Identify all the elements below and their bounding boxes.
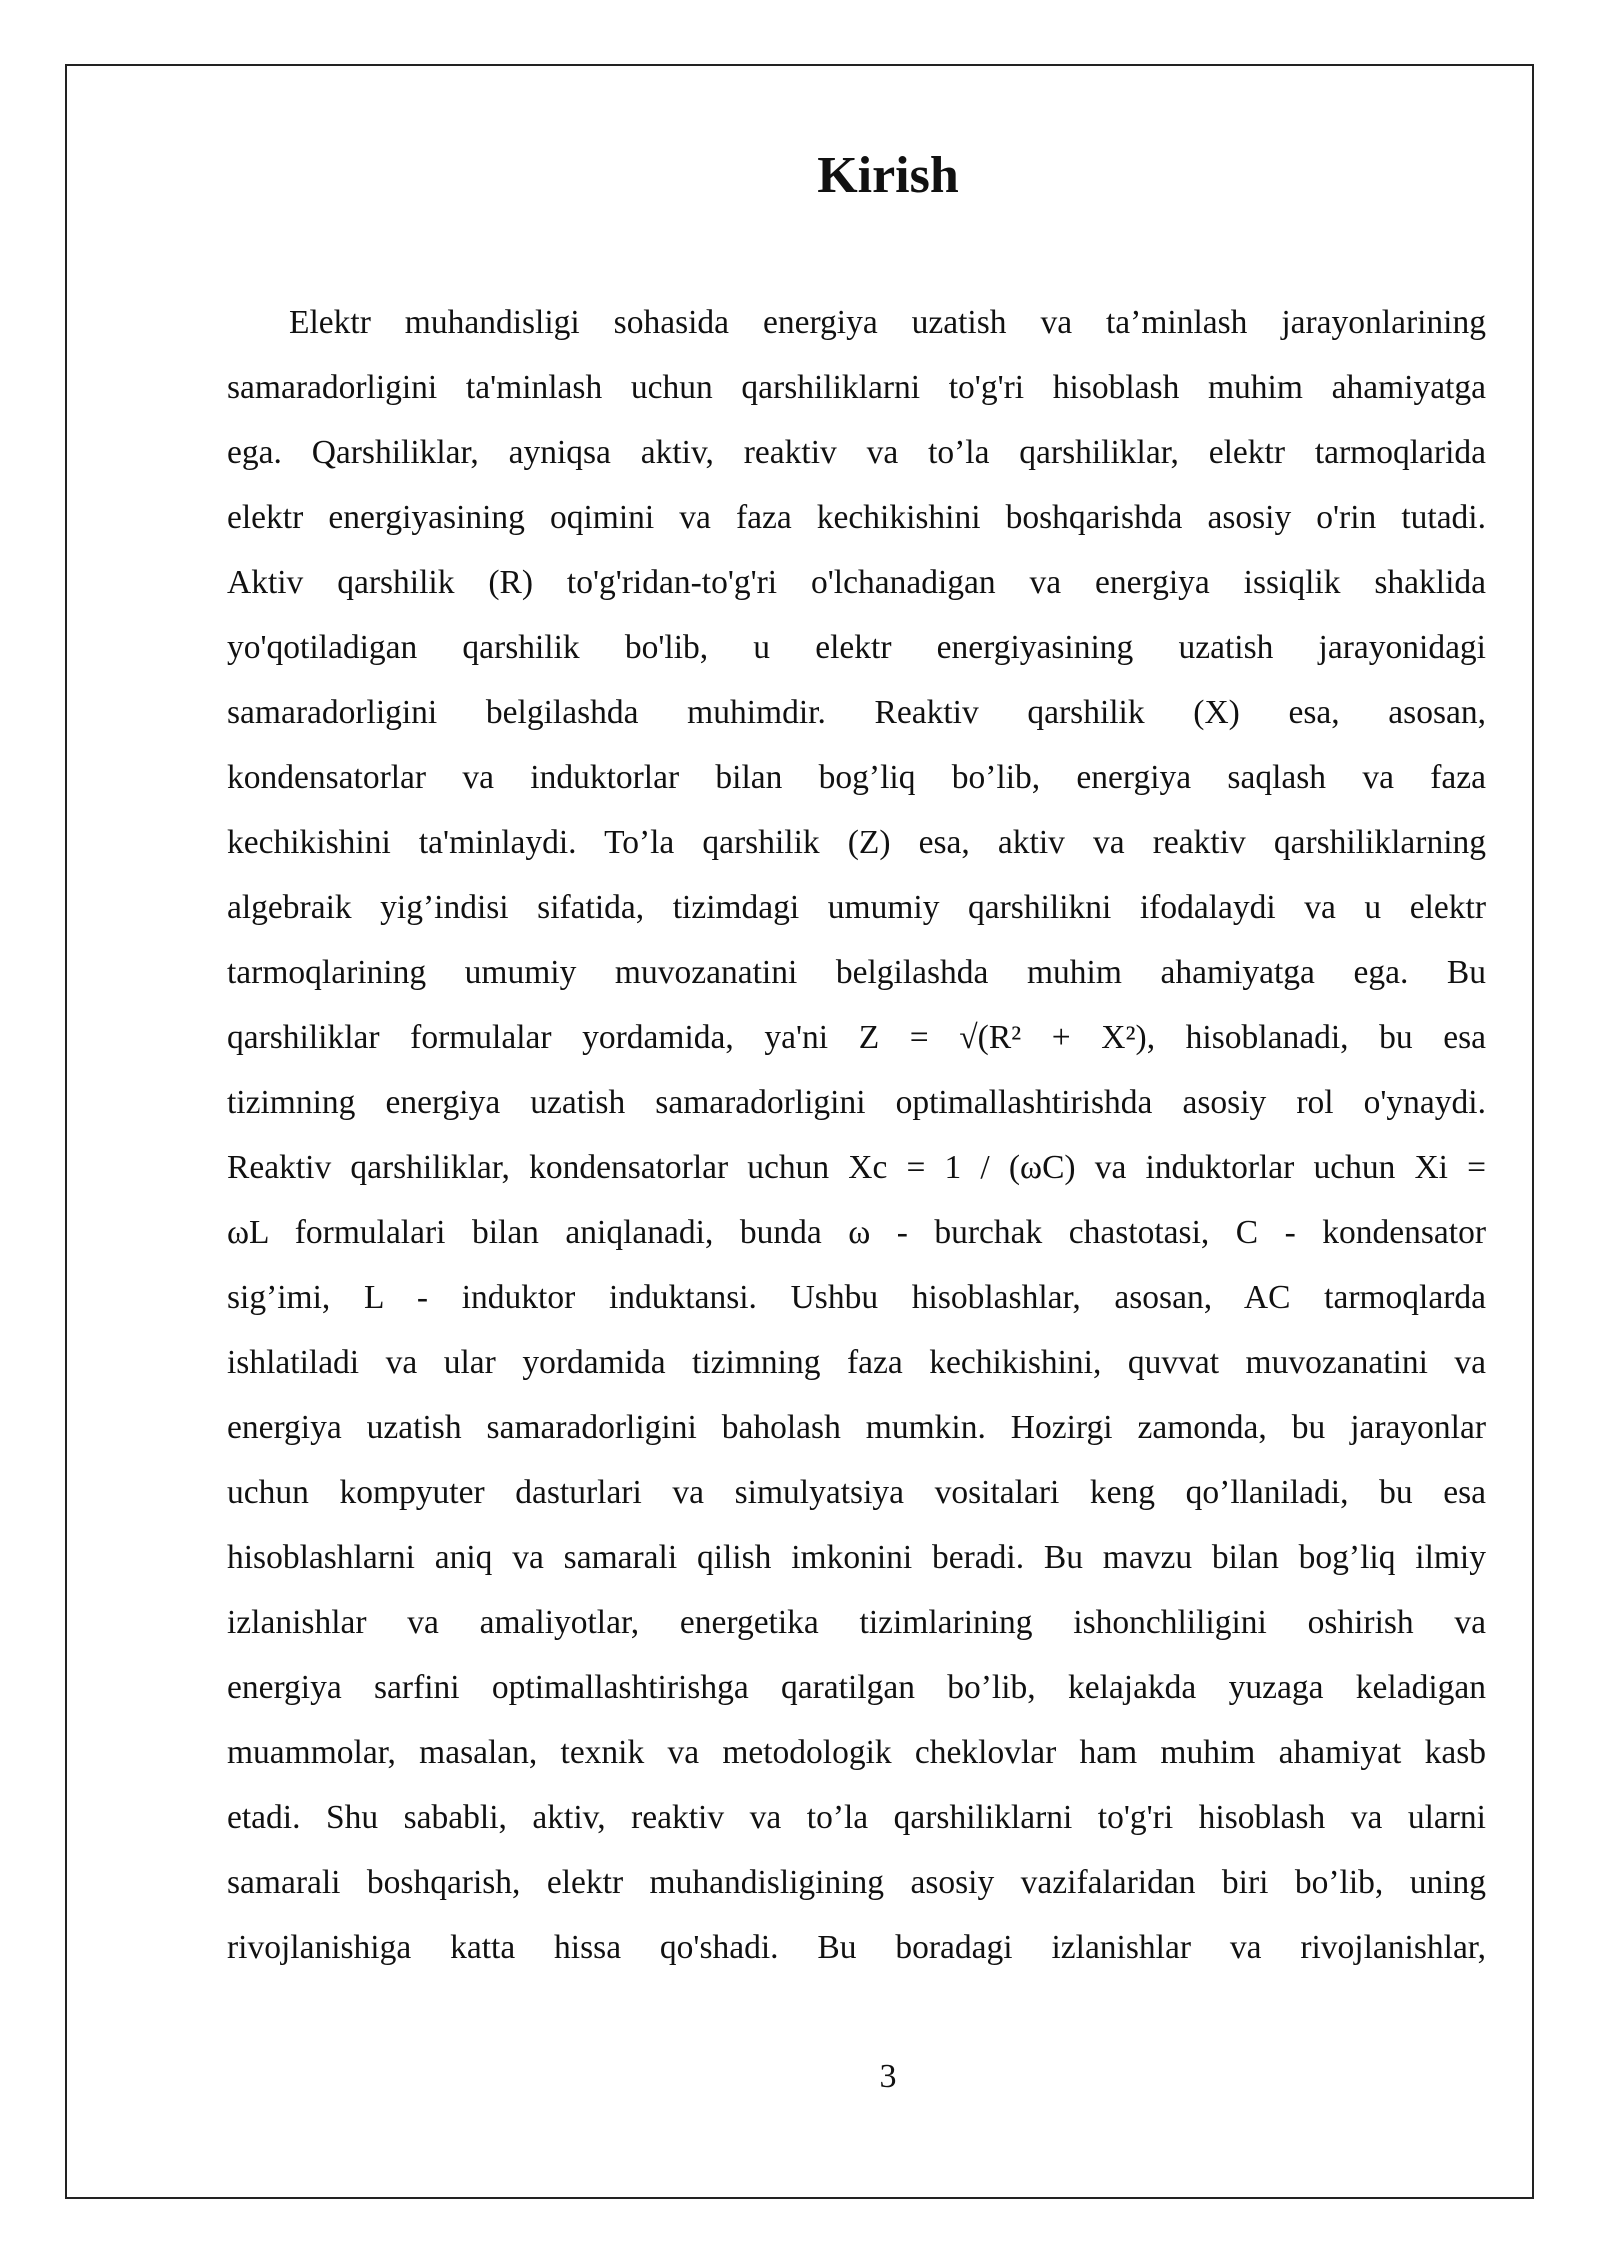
paragraph-line: energiya sarfini optimallashtirishga qaratilgan bo’lib, kelajakda yuzaga keladigan (227, 1669, 1486, 1706)
paragraph-line: samarali boshqarish, elektr muhandisligining asosiy vazifalaridan biri bo’lib, uning (227, 1864, 1486, 1901)
paragraph-line: samaradorligini ta'minlash uchun qarshiliklarni to'g'ri hisoblash muhim ahamiyatga (227, 369, 1486, 406)
paragraph-line: hisoblashlarni aniq va samarali qilish imkonini beradi. Bu mavzu bilan bog’liq ilmiy (227, 1539, 1486, 1576)
paragraph-line: kechikishini ta'minlaydi. To’la qarshilik (Z) esa, aktiv va reaktiv qarshiliklarning (227, 824, 1486, 861)
paragraph-line: yo'qotiladigan qarshilik bo'lib, u elektr energiyasining uzatish jarayonidagi (227, 629, 1486, 666)
paragraph-line: etadi. Shu sababli, aktiv, reaktiv va to’la qarshiliklarni to'g'ri hisoblash va ularni (227, 1799, 1486, 1836)
page-title: Kirish (817, 147, 959, 204)
paragraph-line: Reaktiv qarshiliklar, kondensatorlar uchun Xc = 1 / (ωC) va induktorlar uchun Xi = (227, 1149, 1486, 1186)
paragraph-line: algebraik yig’indisi sifatida, tizimdagi umumiy qarshilikni ifodalaydi va u elektr (227, 889, 1486, 926)
paragraph-line: samaradorligini belgilashda muhimdir. Reaktiv qarshilik (X) esa, asosan, (227, 694, 1486, 731)
paragraph-line: energiya uzatish samaradorligini baholash mumkin. Hozirgi zamonda, bu jarayonlar (227, 1409, 1486, 1446)
paragraph-line: Aktiv qarshilik (R) to'g'ridan-to'g'ri o'lchanadigan va energiya issiqlik shaklida (227, 564, 1486, 601)
page-number: 3 (879, 2058, 897, 2095)
paragraph-line: tarmoqlarining umumiy muvozanatini belgilashda muhim ahamiyatga ega. Bu (227, 954, 1486, 991)
paragraph-line: izlanishlar va amaliyotlar, energetika tizimlarining ishonchliligini oshirish va (227, 1604, 1486, 1641)
paragraph-line: elektr energiyasining oqimini va faza kechikishini boshqarishda asosiy o'rin tutadi. (227, 499, 1486, 536)
paragraph-line: ega. Qarshiliklar, ayniqsa aktiv, reaktiv va to’la qarshiliklar, elektr tarmoqlarida (227, 434, 1486, 471)
paragraph-line: tizimning energiya uzatish samaradorligini optimallashtirishda asosiy rol o'ynaydi. (227, 1084, 1486, 1121)
paragraph-line: qarshiliklar formulalar yordamida, ya'ni Z = √(R² + X²), hisoblanadi, bu esa (227, 1019, 1486, 1056)
paragraph-line: ωL formulalari bilan aniqlanadi, bunda ω - burchak chastotasi, C - kondensator (227, 1214, 1486, 1251)
paragraph-line: ishlatiladi va ular yordamida tizimning faza kechikishini, quvvat muvozanatini va (227, 1344, 1486, 1381)
body-paragraph (227, 290, 1486, 1980)
paragraph-line: rivojlanishiga katta hissa qo'shadi. Bu boradagi izlanishlar va rivojlanishlar, (227, 1929, 1486, 1966)
paragraph-line: uchun kompyuter dasturlari va simulyatsiya vositalari keng qo’llaniladi, bu esa (227, 1474, 1486, 1511)
paragraph-line: Elektr muhandisligi sohasida energiya uzatish va ta’minlash jarayonlarining (289, 304, 1486, 341)
paragraph-line: kondensatorlar va induktorlar bilan bog’liq bo’lib, energiya saqlash va faza (227, 759, 1486, 796)
paragraph-line: sig’imi, L - induktor induktansi. Ushbu hisoblashlar, asosan, AC tarmoqlarda (227, 1279, 1486, 1316)
paragraph-line: muammolar, masalan, texnik va metodologik cheklovlar ham muhim ahamiyat kasb (227, 1734, 1486, 1771)
